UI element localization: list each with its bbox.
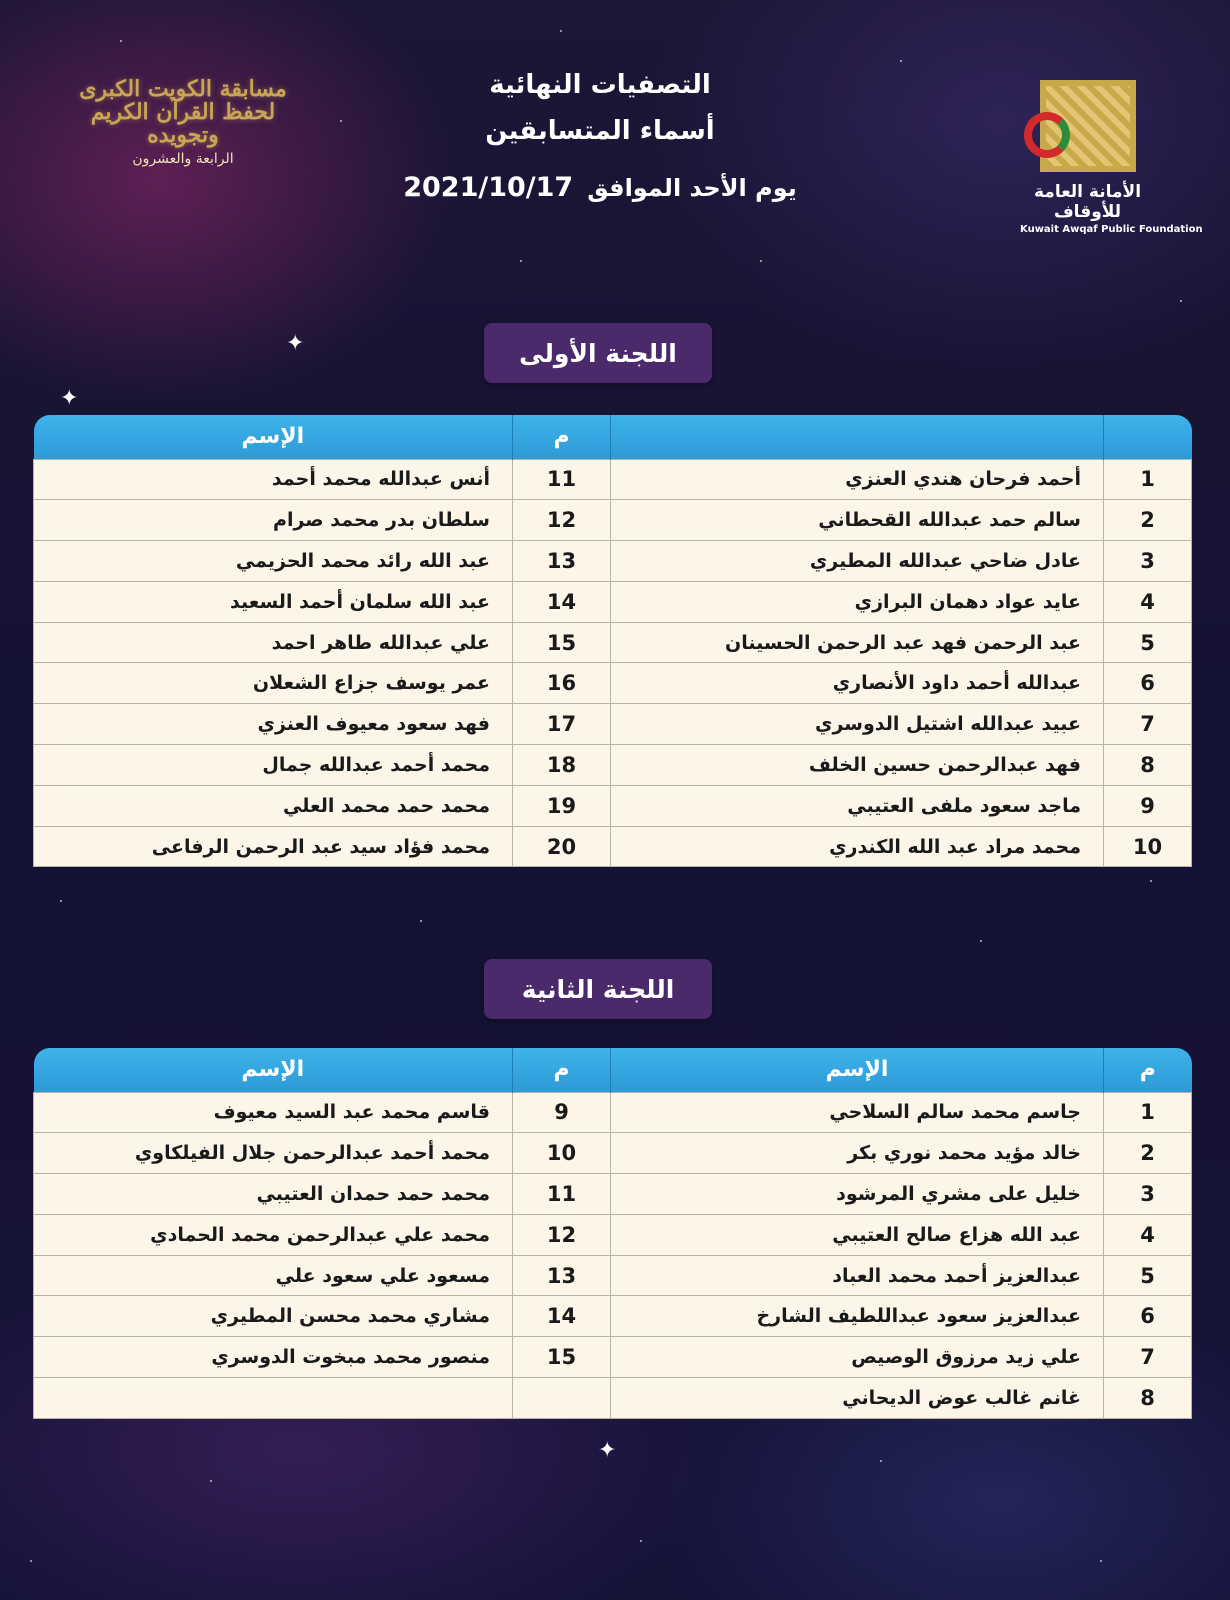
contestant-name: عبد الله هزاع صالح العتيبي bbox=[611, 1214, 1104, 1255]
contestant-name: خليل على مشري المرشود bbox=[611, 1174, 1104, 1215]
row-number: 11 bbox=[513, 459, 611, 500]
row-number bbox=[513, 1378, 611, 1419]
row-number: 1 bbox=[1104, 1092, 1192, 1133]
committee-2-table bbox=[33, 1048, 1192, 1419]
sparkle-icon: ✦ bbox=[598, 1438, 617, 1463]
contestant-name: مشاري محمد محسن المطيري bbox=[34, 1296, 513, 1337]
col-header-number: م bbox=[1104, 1048, 1192, 1092]
row-number: 2 bbox=[1104, 500, 1192, 541]
col-header-name: الإسم bbox=[34, 1048, 513, 1092]
awqaf-logo-arabic: الأمانة العامة للأوقاف bbox=[1033, 182, 1142, 222]
row-number: 12 bbox=[513, 500, 611, 541]
contestant-name: عبد الرحمن فهد عبد الرحمن الحسينان bbox=[611, 622, 1104, 663]
awqaf-emblem-icon bbox=[1040, 80, 1136, 172]
header bbox=[400, 70, 800, 203]
row-number: 13 bbox=[513, 1255, 611, 1296]
table-row bbox=[34, 1337, 1192, 1378]
table-row bbox=[34, 785, 1192, 826]
table-row bbox=[34, 622, 1192, 663]
contestant-name: عبد الله سلمان أحمد السعيد bbox=[34, 581, 513, 622]
sparkle-icon: ✦ bbox=[60, 386, 79, 411]
contestant-name: جاسم محمد سالم السلاحي bbox=[611, 1092, 1104, 1133]
row-number: 10 bbox=[513, 1133, 611, 1174]
committee-1-table bbox=[33, 415, 1192, 867]
table-row bbox=[34, 581, 1192, 622]
contestant-name: أحمد فرحان هندي العنزي bbox=[611, 459, 1104, 500]
row-number: 16 bbox=[513, 663, 611, 704]
table-row bbox=[34, 1092, 1192, 1133]
page-title: التصفيات النهائية bbox=[489, 70, 711, 100]
col-header-number: م bbox=[513, 415, 611, 459]
contestant-name: سالم حمد عبدالله القحطاني bbox=[611, 500, 1104, 541]
contestant-name: علي عبدالله طاهر احمد bbox=[34, 622, 513, 663]
row-number: 9 bbox=[1104, 785, 1192, 826]
contestant-name: غانم غالب عوض الديحاني bbox=[611, 1378, 1104, 1419]
date-line bbox=[400, 172, 800, 203]
date-value: 2021/10/17 bbox=[403, 172, 574, 203]
table-row bbox=[34, 663, 1192, 704]
table-row bbox=[34, 704, 1192, 745]
contestant-name: عادل ضاحي عبدالله المطيري bbox=[611, 541, 1104, 582]
row-number: 7 bbox=[1104, 704, 1192, 745]
competition-edition: الرابعة والعشرون bbox=[132, 151, 234, 168]
contestant-name: منصور محمد مبخوت الدوسري bbox=[34, 1337, 513, 1378]
contestant-name: فهد سعود معيوف العنزي bbox=[34, 704, 513, 745]
contestant-name: عبدالعزيز أحمد محمد العباد bbox=[611, 1255, 1104, 1296]
contestant-name: عايد عواد دهمان البرازي bbox=[611, 581, 1104, 622]
contestant-name: عبدالله أحمد داود الأنصاري bbox=[611, 663, 1104, 704]
contestant-name: عبيد عبدالله اشتيل الدوسري bbox=[611, 704, 1104, 745]
contestant-name: علي زيد مرزوق الوصيص bbox=[611, 1337, 1104, 1378]
page-subtitle: أسماء المتسابقين bbox=[485, 116, 715, 146]
row-number: 2 bbox=[1104, 1133, 1192, 1174]
row-number: 19 bbox=[513, 785, 611, 826]
contestant-name: محمد مراد عبد الله الكندري bbox=[611, 826, 1104, 867]
contestant-name: محمد حمد حمدان العتيبي bbox=[34, 1174, 513, 1215]
col-header-name: الإسم bbox=[611, 1048, 1104, 1092]
row-number: 5 bbox=[1104, 1255, 1192, 1296]
row-number: 11 bbox=[513, 1174, 611, 1215]
contestant-name: محمد أحمد عبدالرحمن جلال الفيلكاوي bbox=[34, 1133, 513, 1174]
contestant-name bbox=[34, 1378, 513, 1419]
table-row bbox=[34, 745, 1192, 786]
contestant-name: قاسم محمد عبد السيد معيوف bbox=[34, 1092, 513, 1133]
row-number: 4 bbox=[1104, 1214, 1192, 1255]
row-number: 20 bbox=[513, 826, 611, 867]
day-label: يوم الأحد الموافق bbox=[587, 174, 797, 202]
col-header-name bbox=[611, 415, 1104, 459]
row-number: 7 bbox=[1104, 1337, 1192, 1378]
row-number: 18 bbox=[513, 745, 611, 786]
row-number: 15 bbox=[513, 622, 611, 663]
row-number: 6 bbox=[1104, 663, 1192, 704]
row-number: 13 bbox=[513, 541, 611, 582]
contestant-name: عبد الله رائد محمد الحزيمي bbox=[34, 541, 513, 582]
contestant-name: خالد مؤيد محمد نوري بكر bbox=[611, 1133, 1104, 1174]
table-row bbox=[34, 1174, 1192, 1215]
contestant-name: محمد حمد محمد العلي bbox=[34, 785, 513, 826]
row-number: 15 bbox=[513, 1337, 611, 1378]
row-number: 8 bbox=[1104, 745, 1192, 786]
col-header-number: م bbox=[513, 1048, 611, 1092]
table-row bbox=[34, 1133, 1192, 1174]
row-number: 4 bbox=[1104, 581, 1192, 622]
row-number: 12 bbox=[513, 1214, 611, 1255]
table-row bbox=[34, 1255, 1192, 1296]
table-row bbox=[34, 500, 1192, 541]
contestant-name: مسعود علي سعود علي bbox=[34, 1255, 513, 1296]
row-number: 9 bbox=[513, 1092, 611, 1133]
table-row bbox=[34, 826, 1192, 867]
contestant-name: سلطان بدر محمد صرام bbox=[34, 500, 513, 541]
row-number: 14 bbox=[513, 581, 611, 622]
contestant-name: عبدالعزيز سعود عبداللطيف الشارخ bbox=[611, 1296, 1104, 1337]
row-number: 1 bbox=[1104, 459, 1192, 500]
col-header-name: الإسم bbox=[34, 415, 513, 459]
table-row bbox=[34, 541, 1192, 582]
competition-calligraphy: مسابقة الكويت الكبرى لحفظ القرآن الكريم وتجويده bbox=[79, 76, 287, 149]
awqaf-logo bbox=[1020, 80, 1203, 235]
contestant-name: عمر يوسف جزاع الشعلان bbox=[34, 663, 513, 704]
row-number: 14 bbox=[513, 1296, 611, 1337]
contestant-name: أنس عبدالله محمد أحمد bbox=[34, 459, 513, 500]
competition-logo bbox=[58, 78, 308, 167]
table-row bbox=[34, 1296, 1192, 1337]
row-number: 6 bbox=[1104, 1296, 1192, 1337]
committee-2-title: اللجنة الثانية bbox=[484, 959, 712, 1019]
contestant-name: محمد أحمد عبدالله جمال bbox=[34, 745, 513, 786]
sparkle-icon: ✦ bbox=[286, 331, 305, 356]
row-number: 5 bbox=[1104, 622, 1192, 663]
contestant-name: محمد فؤاد سيد عبد الرحمن الرفاعى bbox=[34, 826, 513, 867]
row-number: 8 bbox=[1104, 1378, 1192, 1419]
row-number: 3 bbox=[1104, 541, 1192, 582]
table-row bbox=[34, 1214, 1192, 1255]
contestant-name: ماجد سعود ملفى العتيبي bbox=[611, 785, 1104, 826]
table-row bbox=[34, 1378, 1192, 1419]
contestant-name: محمد علي عبدالرحمن محمد الحمادي bbox=[34, 1214, 513, 1255]
row-number: 17 bbox=[513, 704, 611, 745]
row-number: 10 bbox=[1104, 826, 1192, 867]
col-header-number bbox=[1104, 415, 1192, 459]
awqaf-logo-english: Kuwait Awqaf Public Foundation bbox=[1020, 224, 1203, 235]
contestant-name: فهد عبدالرحمن حسين الخلف bbox=[611, 745, 1104, 786]
committee-1-title: اللجنة الأولى bbox=[484, 323, 712, 383]
row-number: 3 bbox=[1104, 1174, 1192, 1215]
table-row bbox=[34, 459, 1192, 500]
